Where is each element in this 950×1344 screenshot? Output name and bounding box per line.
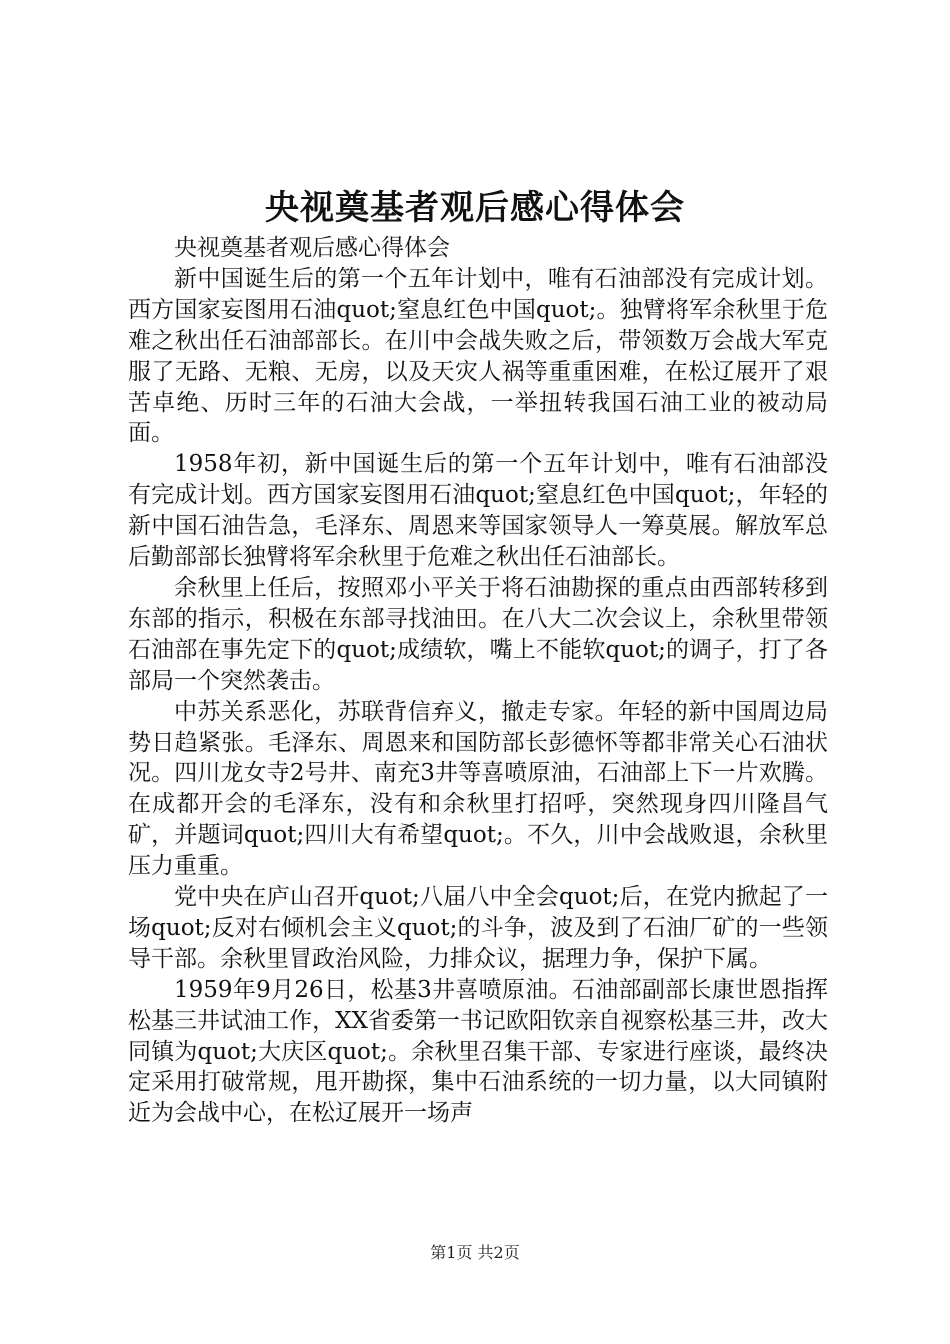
paragraph: 余秋里上任后，按照邓小平关于将石油勘探的重点由西部转移到东部的指示，积极在东部寻找油田。在八大二次会议上，余秋里带领石油部在事先定下的quot;成绩软，嘴上不能软quot;的调子，打了各部局一个突然袭击。 [128, 574, 828, 694]
page-title: 央视奠基者观后感心得体会 [265, 188, 685, 228]
document-body [128, 233, 828, 1129]
paragraph: 党中央在庐山召开quot;八届八中全会quot;后，在党内掀起了一场quot;反对右倾机会主义quot;的斗争，波及到了石油厂矿的一些领导干部。余秋里冒政治风险，力排众议，据理力争，保护下属。 [128, 884, 828, 972]
paragraph: 央视奠基者观后感心得体会 [174, 235, 450, 261]
page-footer: 第1页 共2页 [430, 1243, 520, 1262]
paragraph: 新中国诞生后的第一个五年计划中，唯有石油部没有完成计划。西方国家妄图用石油quot;窒息红色中国quot;。独臂将军余秋里于危难之秋出任石油部部长。在川中会战失败之后，带领数万会战大军克服了无路、无粮、无房，以及天灾人祸等重重困难，在松辽展开了艰苦卓绝、历时三年的石油大会战，一举扭转我国石油工业的被动局面。 [128, 265, 828, 447]
paragraph: 1959年9月26日，松基3井喜喷原油。石油部副部长康世恩指挥松基三井试油工作，XX省委第一书记欧阳钦亲自视察松基三井，改大同镇为quot;大庆区quot;。余秋里召集干部、专家进行座谈，最终决定采用打破常规，甩开勘探，集中石油系统的一切力量，以大同镇附近为会战中心，在松辽展开一场声 [128, 976, 828, 1127]
paragraph: 1958年初，新中国诞生后的第一个五年计划中，唯有石油部没有完成计划。西方国家妄图用石油quot;窒息红色中国quot;，年轻的新中国石油告急，毛泽东、周恩来等国家领导人一筹莫展。解放军总后勤部部长独臂将军余秋里于危难之秋出任石油部长。 [128, 451, 828, 571]
paragraph: 中苏关系恶化，苏联背信弃义，撤走专家。年轻的新中国周边局势日趋紧张。毛泽东、周恩来和国防部长彭德怀等都非常关心石油状况。四川龙女寺2号井、南充3井等喜喷原油，石油部上下一片欢腾。在成都开会的毛泽东，没有和余秋里打招呼，突然现身四川隆昌气矿，并题词quot;四川大有希望quot;。不久，川中会战败退，余秋里压力重重。 [128, 698, 828, 880]
